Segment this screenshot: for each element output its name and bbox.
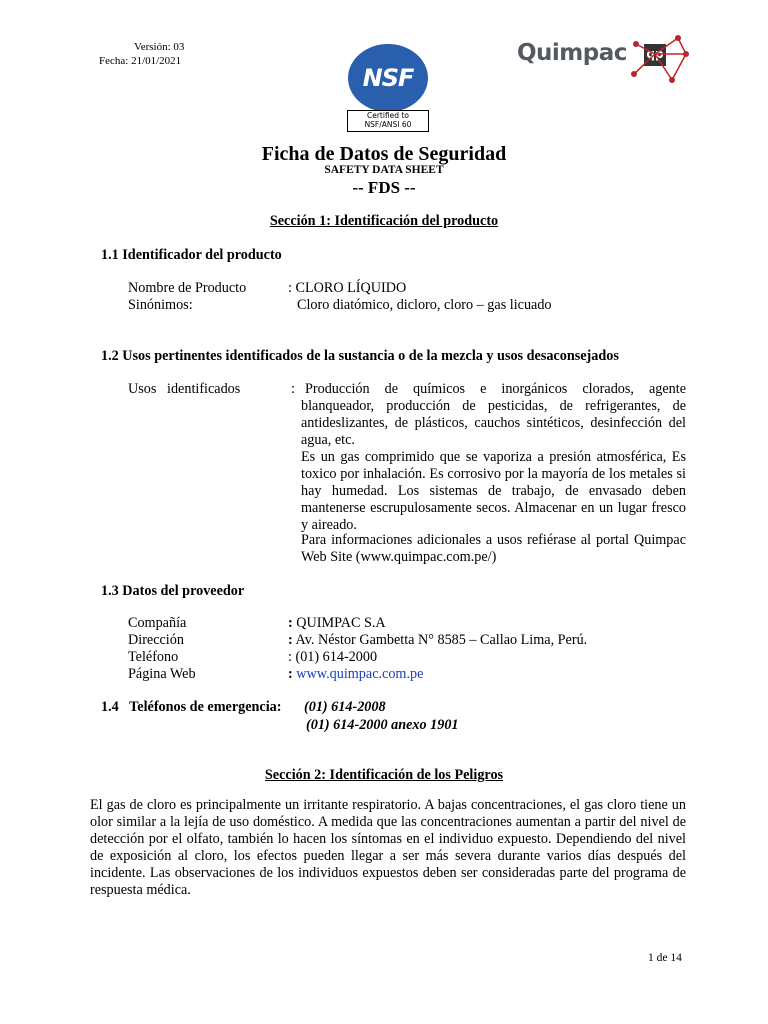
- document-subtitle: SAFETY DATA SHEET: [324, 164, 444, 176]
- nsf-logo-text: NSF: [362, 64, 414, 92]
- s11-heading: 1.1 Identificador del producto: [101, 247, 282, 263]
- document-fds: -- FDS --: [352, 178, 416, 197]
- address-colon: :: [288, 632, 293, 648]
- address-value: Av. Néstor Gambetta N° 8585 – Callao Lima, Perú.: [292, 632, 588, 648]
- product-name-label: Nombre de Producto: [128, 280, 247, 296]
- section1-heading: Sección 1: Identificación del producto: [269, 213, 499, 229]
- web-link[interactable]: www.quimpac.com.pe: [296, 666, 424, 682]
- s14-heading: 1.4 Teléfonos de emergencia:: [101, 699, 282, 715]
- s13-heading: 1.3 Datos del proveedor: [101, 583, 245, 599]
- uses-colon: :: [291, 381, 295, 397]
- synonyms-value: Cloro diatómico, dicloro, cloro – gas licuado: [297, 297, 552, 313]
- phone-value: : (01) 614-2000: [288, 649, 378, 665]
- section2-body: El gas de cloro es principalmente un irritante respiratorio. A bajas concentraciones, el gas cloro tiene un olor similar a la lejía de uso doméstico. A medida que las concentraciones aumentan a partir del nivel de detección por el olfato, también lo hacen los síntomas en el individuo expuesto. Dependiendo del nivel de exposición al cloro, los efectos pueden llegar a ser más severa durante varios días después del incidente. Las observaciones de los individuos expuestos deben ser consideradas parte del programa de respuesta médica.: [90, 797, 686, 898]
- address-value-row: [288, 632, 587, 649]
- molecule-icon: [628, 30, 692, 86]
- uses-p1-rest: blanqueador, producción de pesticidas, de refrigerantes, de antideslizantes, de plásticos, cauchos sintéticos, desinfección del agua, etc.: [301, 398, 686, 448]
- web-label: Página Web: [128, 666, 196, 682]
- emergency-phone-1: (01) 614-2008: [304, 699, 386, 715]
- section2-heading: Sección 2: Identificación de los Peligros: [264, 767, 504, 783]
- product-name-value: : CLORO LÍQUIDO: [288, 280, 407, 296]
- nsf-cert-line2: NSF/ANSI 60: [364, 120, 412, 129]
- nsf-logo: [348, 44, 428, 112]
- web-colon: :: [288, 666, 293, 682]
- quimpac-logo-text: Quimpac: [517, 40, 627, 66]
- uses-p3: Para informaciones adicionales a usos refiérase al portal Quimpac Web Site (www.quimpac.com.pe/): [301, 532, 686, 565]
- company-label: Compañía: [128, 615, 187, 631]
- document-title: Ficha de Datos de Seguridad: [261, 143, 507, 165]
- company-value-row: [288, 615, 386, 632]
- emergency-phone-2: (01) 614-2000 anexo 1901: [306, 717, 459, 733]
- uses-p1-first: Producción de químicos e inorgánicos clorados, agente: [305, 381, 686, 397]
- version-text: Versión: 03: [134, 41, 185, 53]
- page-number: 1 de 14: [648, 952, 682, 964]
- uses-p2: Es un gas comprimido que se vaporiza a presión atmosférica, Es toxico por inhalación. Es corrosivo por la mayoría de los metales si hay humedad. Los sistemas de trabajo, de envasado deben mantenerse escrupulosamente secos. Almacenar en un lugar fresco y aireado.: [301, 449, 686, 533]
- quimpac-logo-badge: qp: [644, 44, 666, 66]
- s12-heading: 1.2 Usos pertinentes identificados de la sustancia o de la mezcla y usos desaconsejados: [101, 348, 619, 364]
- nsf-certification-box: [347, 110, 429, 132]
- company-value: QUIMPAC S.A: [292, 615, 386, 631]
- uses-label: Usos identificados: [128, 381, 241, 397]
- web-value-row: [288, 666, 423, 683]
- company-colon: :: [288, 615, 293, 631]
- date-text: Fecha: 21/01/2021: [99, 55, 182, 67]
- synonyms-label: Sinónimos:: [128, 297, 193, 313]
- phone-label: Teléfono: [128, 649, 179, 665]
- nsf-cert-line1: Certified to: [367, 111, 409, 120]
- address-label: Dirección: [128, 632, 184, 648]
